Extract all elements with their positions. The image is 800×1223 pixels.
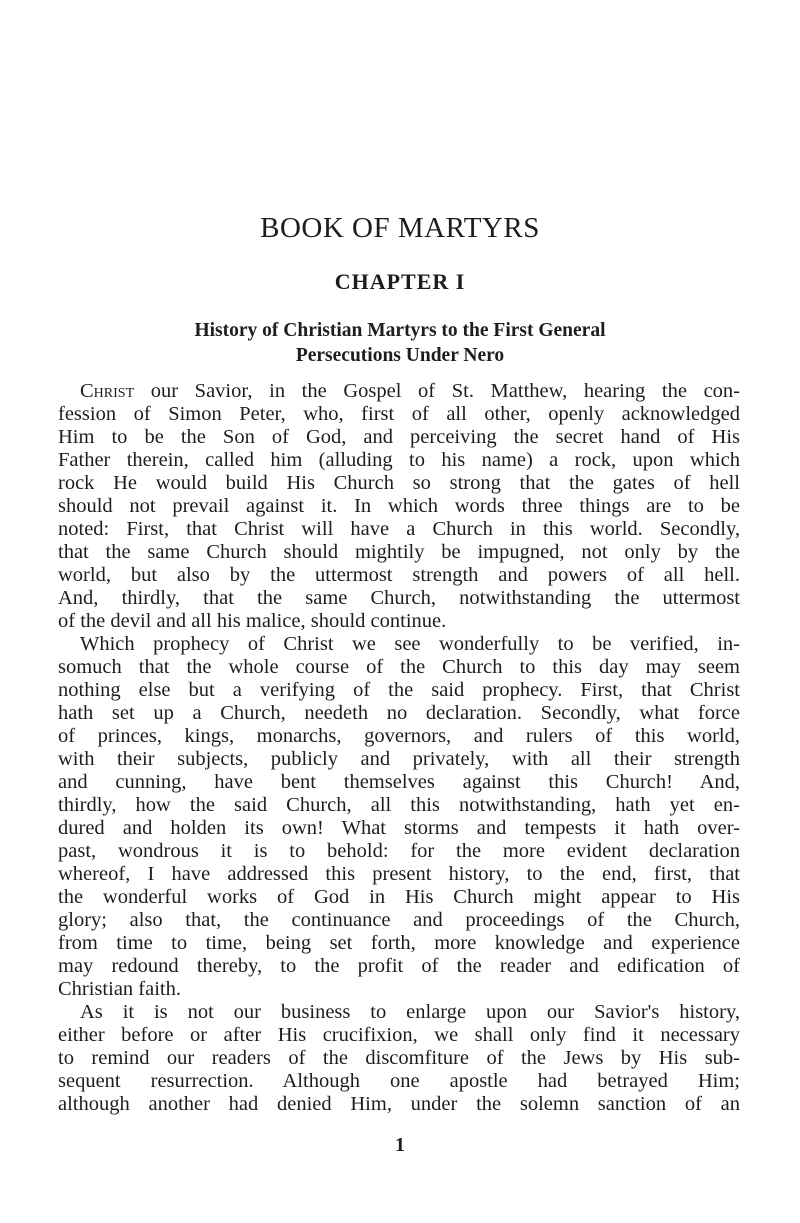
text-line: sequent resurrection. Although one apostle had betrayed Him; xyxy=(58,1070,740,1092)
text-line: somuch that the whole course of the Church to this day may seem xyxy=(58,656,740,678)
text-line: Which prophecy of Christ we see wonderfully to be verified, in- xyxy=(80,633,740,655)
subtitle-line-1: History of Christian Martyrs to the First General xyxy=(194,320,606,341)
page-number: 1 xyxy=(395,1134,405,1156)
text-line: to remind our readers of the discomfiture of the Jews by His sub- xyxy=(58,1047,740,1069)
drop-word: Christ xyxy=(80,380,135,402)
text-line: with their subjects, publicly and privately, with all their strength xyxy=(58,748,740,770)
text-line: Father therein, called him (alluding to his name) a rock, upon which xyxy=(58,449,740,471)
chapter-subtitle xyxy=(0,318,800,368)
text-line: that the same Church should mightily be impugned, not only by the xyxy=(58,541,740,563)
text-line: of the devil and all his malice, should continue. xyxy=(58,610,447,632)
text-line: nothing else but a verifying of the said prophecy. First, that Christ xyxy=(58,679,740,701)
text-line: either before or after His crucifixion, we shall only find it necessary xyxy=(58,1024,740,1046)
text-line: rock He would build His Church so strong that the gates of hell xyxy=(58,472,740,494)
text-line: whereof, I have addressed this present history, to the end, first, that xyxy=(58,863,740,885)
text-line: past, wondrous it is to behold: for the more evident declaration xyxy=(58,840,740,862)
first-line-rest: our Savior, in the Gospel of St. Matthew, hearing the con- xyxy=(134,380,740,402)
text-line: from time to time, being set forth, more knowledge and experience xyxy=(58,932,740,954)
text-line: Him to be the Son of God, and perceiving the secret hand of His xyxy=(58,426,740,448)
text-line: Christian faith. xyxy=(58,978,181,1000)
text-line: although another had denied Him, under the solemn sanction of an xyxy=(58,1093,740,1115)
text-line: fession of Simon Peter, who, first of all other, openly acknowledged xyxy=(58,403,740,425)
chapter-heading: CHAPTER I xyxy=(334,269,466,294)
text-line: And, thirdly, that the same Church, notwithstanding the uttermost xyxy=(58,587,740,609)
text-line: hath set up a Church, needeth no declaration. Secondly, what force xyxy=(58,702,740,724)
text-line: dured and holden its own! What storms and tempests it hath over- xyxy=(58,817,740,839)
text-line: As it is not our business to enlarge upon our Savior's history, xyxy=(80,1001,740,1023)
text-line xyxy=(80,380,740,403)
text-line: noted: First, that Christ will have a Church in this world. Secondly, xyxy=(58,518,740,540)
text-line: glory; also that, the continuance and proceedings of the Church, xyxy=(58,909,740,931)
subtitle-line-2: Persecutions Under Nero xyxy=(295,345,505,366)
book-title: BOOK OF MARTYRS xyxy=(260,212,540,244)
text-line: world, but also by the uttermost strength and powers of all hell. xyxy=(58,564,740,586)
text-line: should not prevail against it. In which words three things are to be xyxy=(58,495,740,517)
text-line: the wonderful works of God in His Church might appear to His xyxy=(58,886,740,908)
text-line: thirdly, how the said Church, all this notwithstanding, hath yet en- xyxy=(58,794,740,816)
text-line: may redound thereby, to the profit of the reader and edification of xyxy=(58,955,740,977)
text-line: and cunning, have bent themselves against this Church! And, xyxy=(58,771,740,793)
text-line: of princes, kings, monarchs, governors, and rulers of this world, xyxy=(58,725,740,747)
